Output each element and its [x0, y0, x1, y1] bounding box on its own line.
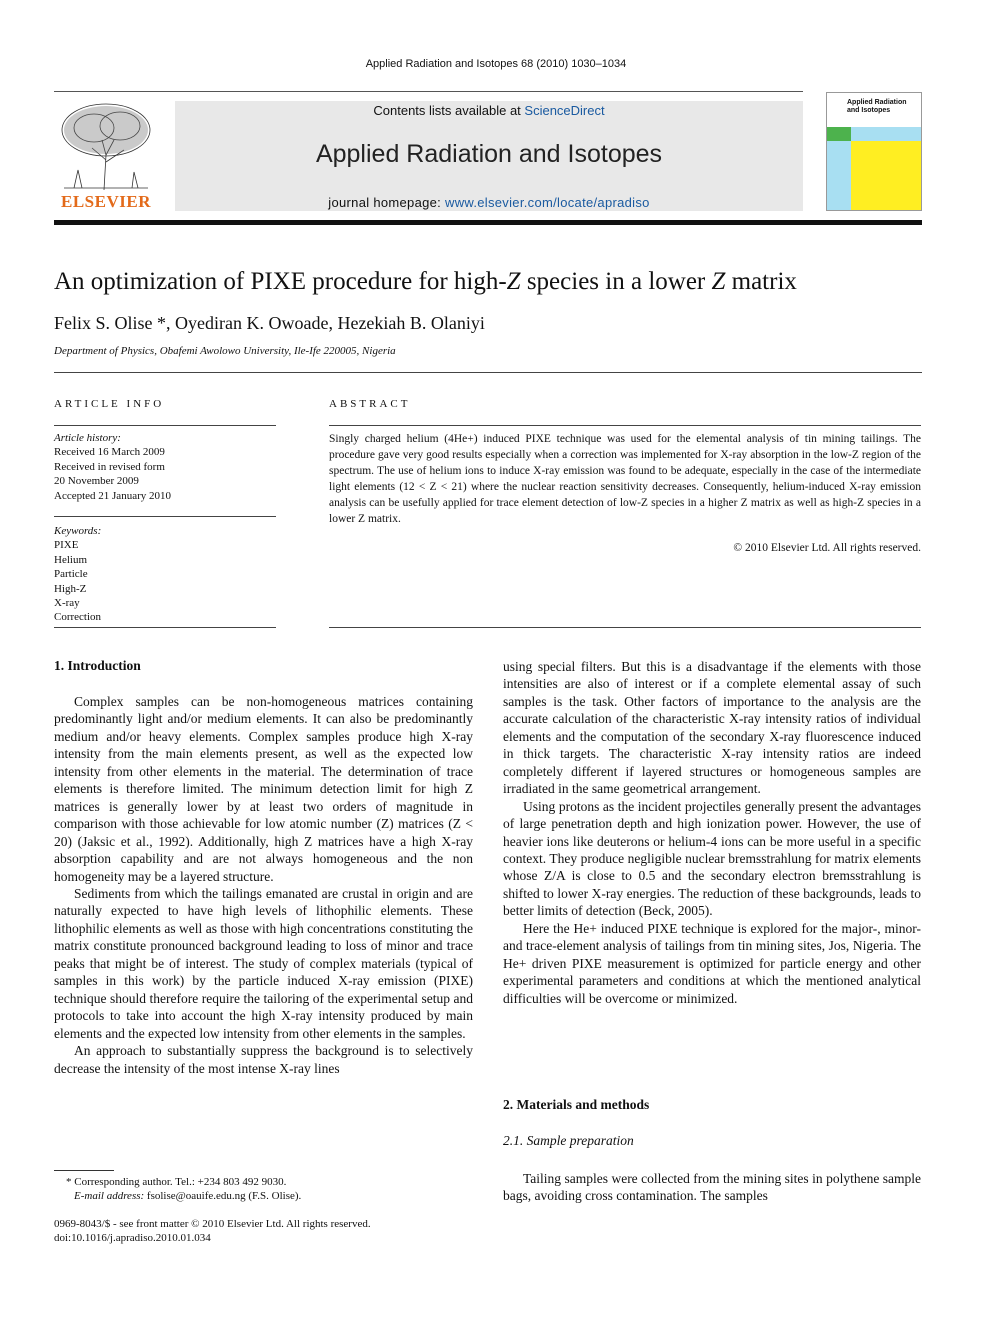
- keyword: Helium: [54, 553, 87, 566]
- article-info-rule: [54, 425, 276, 426]
- history-label: Article history:: [54, 432, 121, 444]
- abstract-bottom-rule: [329, 627, 921, 628]
- keyword: PIXE: [54, 539, 79, 552]
- doi-line[interactable]: doi:10.1016/j.apradiso.2010.01.034: [54, 1232, 211, 1244]
- footnote-rule: [54, 1170, 114, 1171]
- abstract-heading: ABSTRACT: [329, 398, 411, 410]
- article-title: An optimization of PIXE procedure for high-Z species in a lower Z matrix: [54, 268, 797, 295]
- paragraph: Tailing samples were collected from the mining sites in polythene sample bags, avoiding cross contamination. The samples: [503, 1171, 921, 1204]
- header-heavy-rule: [54, 220, 922, 225]
- keywords-rule: [54, 516, 276, 517]
- keyword: Correction: [54, 611, 102, 624]
- section-heading-introduction: 1. Introduction: [54, 658, 141, 673]
- cover-band-left: [827, 141, 851, 210]
- paragraph: Complex samples can be non-homogeneous matrices containing predominantly light and/or medium elements. It can also be predominantly medium and/or heavy elements. Complex samples produce high X-ray intensity from the main elements present, as well as the expected low intensity from other elements in the material. The determination of trace elements is therefore limited. The minimum detection limit for high Z matrices is generally lower by at least two orders of magnitude in comparison with those achievable for low atomic number (Z) matrices (Z < 20) (Jaksic et al., 1992). Additionally, high Z matrices have a high X-ray absorption capability and are not always homogeneous and the non homogeneity may be a layered structure.: [54, 694, 473, 884]
- right-column-continued: [503, 1170, 921, 1205]
- paragraph: using special filters. But this is a disadvantage if the elements with those intensities are also of interest or if a complete elemental assay of such samples is the task. Other factors of importance to the analysis are the accurate calculation of the characteristic X-ray intensity ratios of individual elements and the computation of the secondary X-ray fluorescence induced in thick targets. The characteristic X-ray intensity ratios are indeed completely different if layered structures or homogeneous samples are irradiated in the same geometrical arrangement.: [503, 659, 921, 797]
- sciencedirect-link[interactable]: ScienceDirect: [524, 103, 605, 118]
- journal-reference: Applied Radiation and Isotopes 68 (2010) 1030–1034: [365, 58, 627, 70]
- cover-title: Applied Radiation and Isotopes: [847, 99, 907, 114]
- footnote-corresponding: * Corresponding author. Tel.: +234 803 492 9030.: [66, 1176, 287, 1188]
- cover-accent: [827, 127, 851, 141]
- paragraph: An approach to substantially suppress the background is to selectively decrease the intensity of the most intense X-ray lines: [54, 1043, 473, 1076]
- article-history: [54, 431, 276, 503]
- right-column: [503, 658, 921, 1007]
- subsection-heading-sample-preparation: 2.1. Sample preparation: [503, 1133, 634, 1148]
- author-list: Felix S. Olise *, Oyediran K. Owoade, Hezekiah B. Olaniyi: [54, 313, 485, 333]
- history-item: Received in revised form: [54, 460, 165, 473]
- history-item: Received 16 March 2009: [54, 446, 165, 459]
- cover-panel: [851, 141, 921, 210]
- paragraph: Here the He+ induced PIXE technique is explored for the major-, minor- and trace-element analysis of tailings from tin mining sites, Jos, Nigeria. The He+ driven PIXE measurement is optimized for particle energy and other experimental parameters and conditions at which the mentioned analytical difficulties will be overcome or minimized.: [503, 920, 921, 1006]
- affiliation: Department of Physics, Obafemi Awolowo University, Ile-Ife 220005, Nigeria: [54, 345, 396, 357]
- history-item: Accepted 21 January 2010: [54, 489, 171, 502]
- email-label: E-mail address:: [74, 1190, 145, 1202]
- journal-cover-thumbnail: [826, 92, 922, 211]
- contents-line: [175, 103, 803, 118]
- elsevier-wordmark: ELSEVIER: [61, 192, 151, 211]
- keyword: High-Z: [54, 582, 87, 595]
- title-divider: [54, 372, 922, 373]
- keyword: X-ray: [54, 597, 80, 610]
- keywords-label: Keywords:: [54, 525, 102, 537]
- paragraph: Using protons as the incident projectiles generally present the advantages of large penetration depth and high ionization power. However, the use of heavier ions like deuterons or helium-4 ions can be more useful in a specific context. They produce negligible nuclear bremsstrahlung for matrix elements whose Z/A is close to 0.5 and the secondary electron bremsstrahlung is shifted to lower X-ray energies. The reduction of these backgrounds, leads to better limits of detection (Beck, 2005).: [503, 798, 921, 919]
- issn-line: 0969-8043/$ - see front matter © 2010 Elsevier Ltd. All rights reserved.: [54, 1218, 371, 1230]
- left-column: [54, 693, 473, 1077]
- email-address[interactable]: fsolise@oauife.edu.ng (F.S. Olise).: [144, 1190, 302, 1202]
- article-info-heading: ARTICLE INFO: [54, 398, 165, 410]
- footnote-email: [74, 1189, 474, 1203]
- keywords: [54, 524, 276, 625]
- contents-prefix: Contents lists available at: [373, 103, 525, 118]
- history-item: 20 November 2009: [54, 475, 139, 488]
- abstract-copyright: © 2010 Elsevier Ltd. All rights reserved.: [733, 542, 921, 554]
- homepage-link[interactable]: www.elsevier.com/locate/apradiso: [445, 195, 650, 210]
- paragraph: Sediments from which the tailings emanated are crustal in origin and are naturally expected to have high levels of lithophilic elements. These lithophilic elements as well as those with high concentrations constituting the matrix constitute pronounced background leading to loss of minor and trace peaks that might be of interest. The study of complex materials (typical of samples in this work) by the particle induced X-ray emission (PIXE) technique should therefore require the tailoring of the experimental setup and protocols to take into account the high X-ray intensity produced by main elements and the expected low intensity from other elements in the samples.: [54, 885, 473, 1041]
- abstract-text: Singly charged helium (4He+) induced PIXE technique was used for the elemental analysis of tin mining tailings. The procedure gave very good results especially when a correction was implemented for X-ray absorption in the low-Z region of the spectrum. The use of helium ions to induce X-ray emission was found to be adequate, especially in the case of the intermediate light elements (12 < Z < 21) where the nuclear reaction sensitivity decreases. Consequently, helium-induced X-ray emission analysis can be usefully applied for trace element detection of low-Z species in a higher Z matrix as well as high-Z species in a lower Z matrix.: [329, 433, 921, 525]
- journal-title: Applied Radiation and Isotopes: [315, 140, 663, 168]
- journal-homepage: [175, 195, 803, 210]
- article-info-bottom-rule: [54, 627, 276, 628]
- header-divider: [54, 91, 803, 92]
- section-heading-materials: 2. Materials and methods: [503, 1097, 650, 1112]
- abstract-rule: [329, 425, 921, 426]
- keyword: Particle: [54, 568, 88, 581]
- homepage-prefix: journal homepage:: [328, 195, 445, 210]
